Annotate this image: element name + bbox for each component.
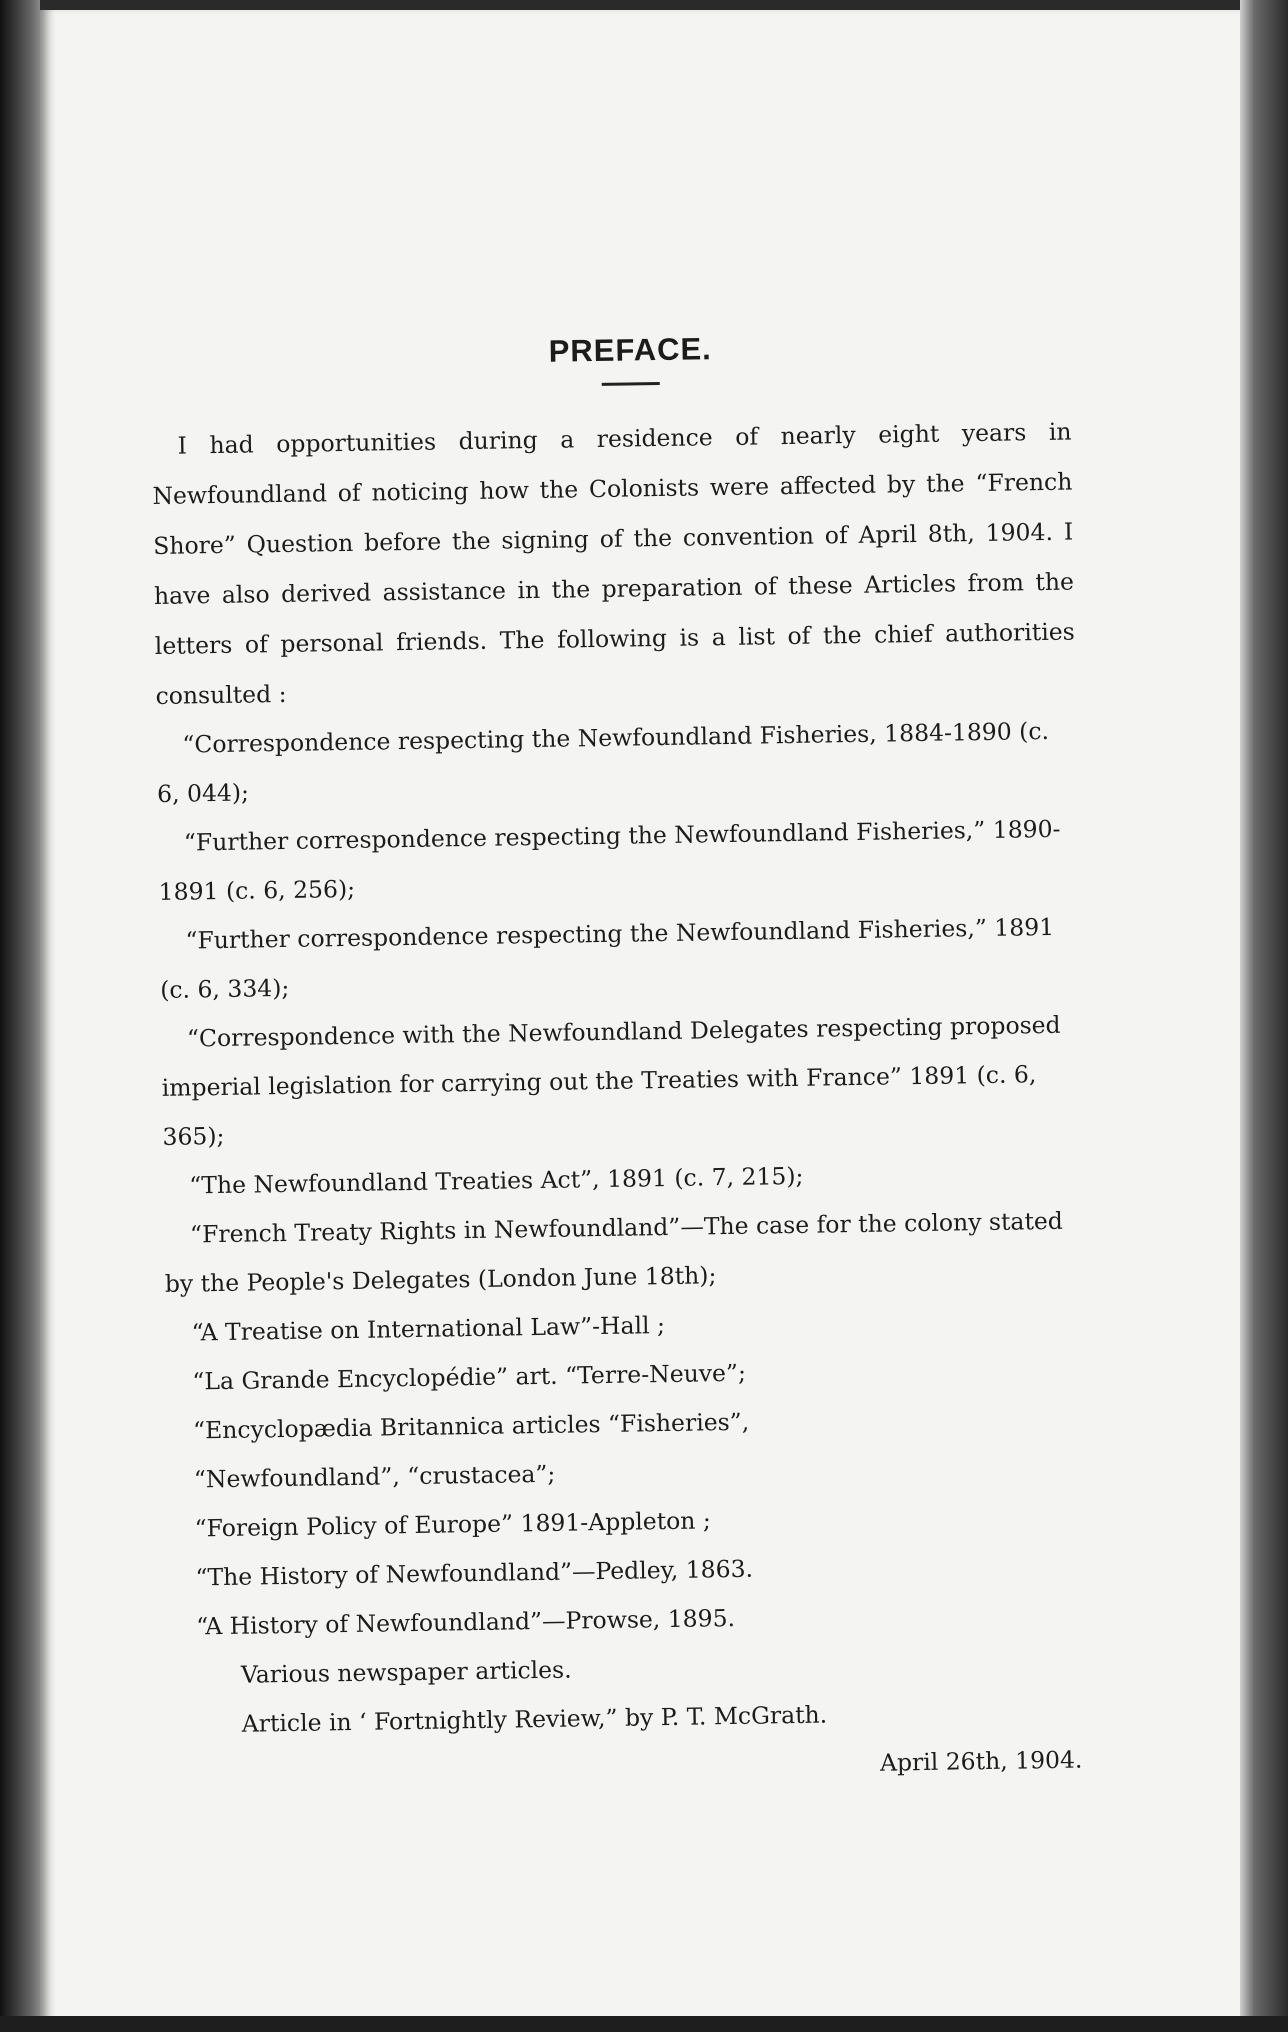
authority-entry: “French Treaty Rights in Newfoundland”—The case for the colony stated by the People's Delegates (London June 18th); bbox=[164, 1206, 1064, 1298]
page-edge-bottom bbox=[0, 2016, 1288, 2032]
page-edge-right bbox=[1240, 0, 1288, 2032]
authority-entry: “A Treatise on International Law”-Hall ; bbox=[191, 1311, 666, 1347]
authority-entry: “Further correspondence respecting the Newfoundland Fisheries,” 1891 (c. 6, 334); bbox=[159, 912, 1055, 1004]
preface-date: April 26th, 1904. bbox=[879, 1745, 1083, 1777]
authority-entry: “Newfoundland”, “crustacea”; bbox=[193, 1459, 556, 1494]
authority-entry: “Further correspondence respecting the Newfoundland Fisheries,” 1890-1891 (c. 6, 256); bbox=[158, 814, 1061, 906]
binding-edge-left bbox=[0, 0, 40, 2032]
authority-entry: “The Newfoundland Treaties Act”, 1891 (c. 7, 215); bbox=[189, 1161, 804, 1200]
authority-entry: “Foreign Policy of Europe” 1891-Appleton ; bbox=[194, 1506, 712, 1543]
authority-entry: “Correspondence with the Newfoundland Delegates respecting proposed imperial legislation for carrying out the Treaties with France” 1891 (c. 6, 365); bbox=[161, 1010, 1061, 1151]
preface-text-block bbox=[150, 326, 1093, 1799]
authority-entry: “A History of Newfoundland”—Prowse, 1895. bbox=[195, 1603, 736, 1641]
additional-source: Article in ‘ Fortnightly Review,” by P. T. McGrath. bbox=[241, 1700, 828, 1738]
authority-entry: “Correspondence respecting the Newfoundland Fisheries, 1884-1890 (c. 6, 044); bbox=[156, 716, 1050, 808]
authority-entry: “Encyclopædia Britannica articles “Fisheries”, bbox=[192, 1407, 750, 1445]
intro-paragraph: I had opportunities during a residence of nearly eight years in Newfoundland of noticing how the Colonists were affected by the “French Shore” Question before the signing of the convention of April 8th, 1904. I have also derived assistance in the preparation of these Articles from the letters of personal friends. The following is a list of the chief authorities consulted : bbox=[152, 417, 1075, 710]
authorities-list bbox=[156, 707, 1092, 1750]
page-title: PREFACE. bbox=[548, 331, 712, 369]
additional-source: Various newspaper articles. bbox=[240, 1655, 572, 1689]
title-rule bbox=[602, 382, 660, 386]
authority-entry: “La Grande Encyclopédie” art. “Terre-Neuve”; bbox=[192, 1358, 747, 1396]
authority-entry: “The History of Newfoundland”—Pedley, 1863. bbox=[195, 1554, 754, 1592]
